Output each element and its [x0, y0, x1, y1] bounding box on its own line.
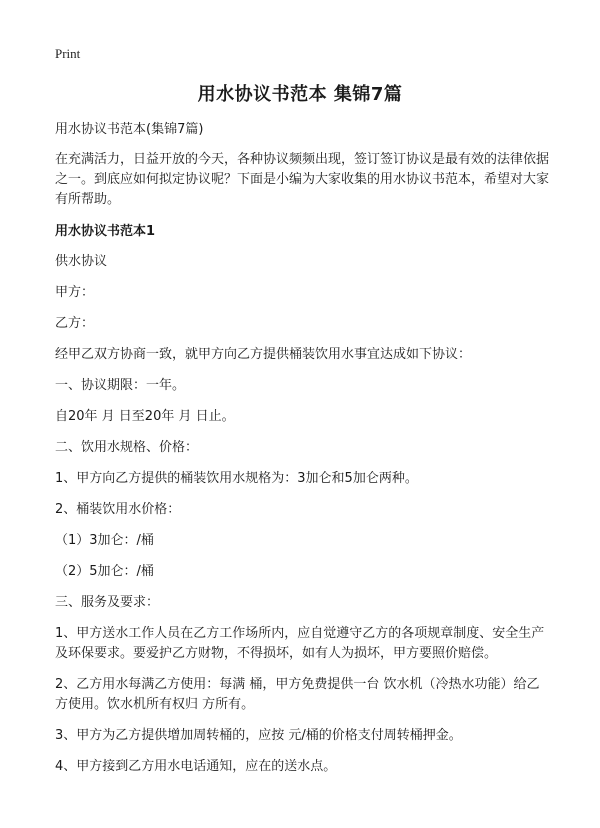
document-title: 用水协议书范本 集锦7篇: [197, 84, 403, 105]
document-subtitle: 用水协议书范本(集锦7篇): [55, 122, 204, 137]
clause-term-heading: 一、协议期限：一年。: [55, 378, 186, 393]
service-item-3: 3、甲方为乙方提供增加周转桶的，应按 元/桶的价格支付周转桶押金。: [55, 728, 462, 743]
clause-term-dates: 自20年 月 日至20年 月 日止。: [55, 409, 235, 424]
price-3-gallon: （1）3加仑：/桶: [55, 533, 154, 548]
document-body: [55, 120, 550, 788]
service-item-1: 1、甲方送水工作人员在乙方工作场所内，应自觉遵守乙方的各项规章制度、安全生产及环保要求。要爱护乙方财物，不得损坏，如有人为损坏，甲方要照价赔偿。: [55, 626, 545, 661]
clause-spec-item-2: 2、桶装饮用水价格：: [55, 502, 181, 517]
service-item-4: 4、甲方接到乙方用水电话通知，应在的送水点。: [55, 759, 337, 774]
intro-paragraph: 在充满活力，日益开放的今天，各种协议频频出现，签订签订协议是最有效的法律依据之一。到底应如何拟定协议呢？下面是小编为大家收集的用水协议书范本，希望对大家有所帮助。: [55, 152, 550, 207]
agreement-title: 供水协议: [55, 254, 108, 269]
party-a-line: 甲方：: [55, 285, 95, 300]
section-heading: 用水协议书范本1: [55, 224, 156, 239]
clause-spec-item-1: 1、甲方向乙方提供的桶装饮用水规格为：3加仑和5加仑两种。: [55, 471, 418, 486]
price-5-gallon: （2）5加仑：/桶: [55, 564, 154, 579]
clause-spec-heading: 二、饮用水规格、价格：: [55, 440, 199, 455]
party-b-line: 乙方：: [55, 316, 95, 331]
preamble-line: 经甲乙双方协商一致，就甲方向乙方提供桶装饮用水事宜达成如下协议：: [55, 347, 472, 362]
print-link[interactable]: Print: [55, 46, 81, 61]
service-item-2: 2、乙方用水每满乙方使用：每满 桶，甲方免费提供一台 饮水机（冷热水功能）给乙方使用。饮水机所有权归 方所有。: [55, 677, 540, 712]
clause-service-heading: 三、服务及要求：: [55, 595, 160, 610]
